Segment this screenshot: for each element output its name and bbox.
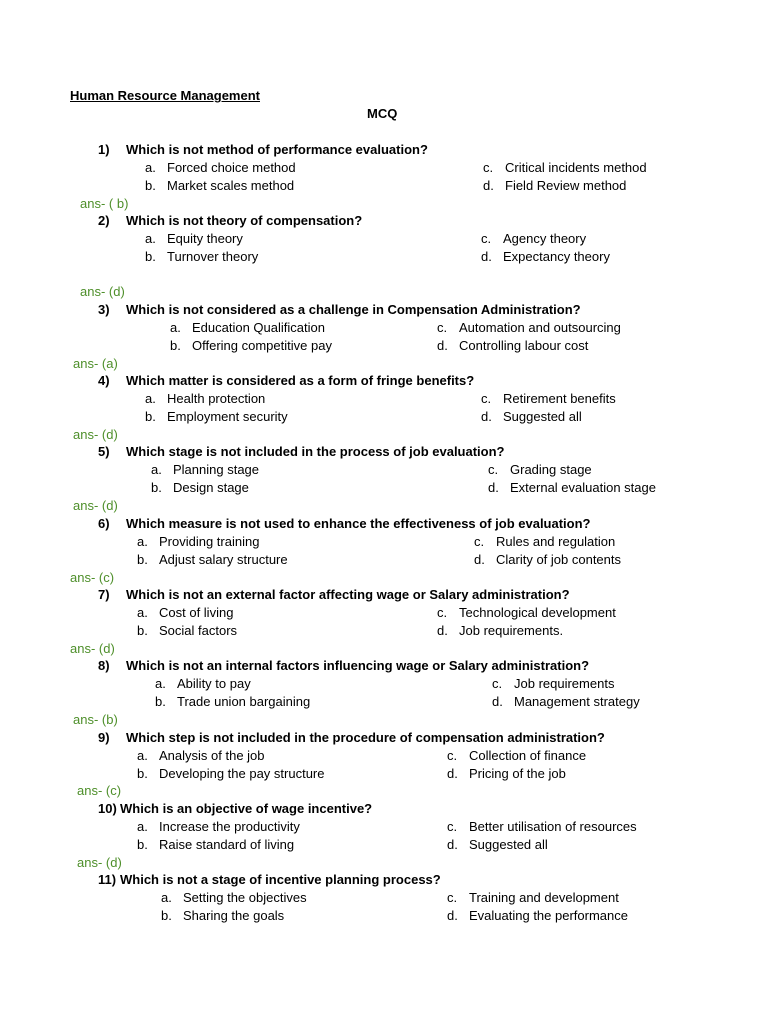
question-text: Which stage is not included in the process of job evaluation?	[126, 444, 505, 459]
question-text: Which matter is considered as a form of fringe benefits?	[126, 373, 475, 388]
question-11	[98, 872, 441, 887]
option-4-d	[481, 409, 582, 424]
option-letter: b.	[161, 908, 172, 923]
option-9-a	[137, 748, 265, 763]
option-text: Grading stage	[510, 462, 592, 477]
question-text: Which is not an external factor affecting wage or Salary administration?	[126, 587, 570, 602]
option-letter: c.	[481, 391, 492, 406]
option-text: Better utilisation of resources	[469, 819, 637, 834]
option-text: Trade union bargaining	[177, 694, 311, 709]
option-text: Job requirements	[514, 676, 615, 691]
question-text: Which is not theory of compensation?	[126, 213, 363, 228]
option-text: Adjust salary structure	[159, 552, 288, 567]
option-4-a	[145, 391, 265, 406]
option-10-a	[137, 819, 300, 834]
question-number: 9)	[98, 730, 110, 745]
answer-3: ans- (a)	[73, 356, 118, 371]
question-number: 10)	[98, 801, 117, 816]
option-letter: b.	[145, 178, 156, 193]
option-letter: a.	[145, 160, 156, 175]
option-1-d	[483, 178, 626, 193]
option-letter: c.	[483, 160, 494, 175]
option-8-a	[155, 676, 251, 691]
option-letter: d.	[474, 552, 485, 567]
option-letter: d.	[447, 908, 458, 923]
option-3-c	[437, 320, 621, 335]
option-text: Field Review method	[505, 178, 627, 193]
option-11-a	[161, 890, 307, 905]
option-letter: d.	[492, 694, 503, 709]
option-6-b	[137, 552, 288, 567]
option-1-a	[145, 160, 296, 175]
option-4-c	[481, 391, 616, 406]
option-text: Clarity of job contents	[496, 552, 622, 567]
question-number: 4)	[98, 373, 110, 388]
option-1-b	[145, 178, 294, 193]
option-letter: b.	[137, 623, 148, 638]
question-7	[98, 587, 570, 602]
option-text: Design stage	[173, 480, 249, 495]
answer-2: ans- (d)	[80, 284, 125, 299]
option-text: Suggested all	[469, 837, 548, 852]
option-4-b	[145, 409, 288, 424]
option-2-a	[145, 231, 243, 246]
option-text: Setting the objectives	[183, 890, 307, 905]
option-text: Cost of living	[159, 605, 234, 620]
question-number: 7)	[98, 587, 110, 602]
option-text: Retirement benefits	[503, 391, 616, 406]
option-5-c	[488, 462, 592, 477]
option-text: Ability to pay	[177, 676, 251, 691]
question-text: Which is an objective of wage incentive?	[120, 801, 373, 816]
option-text: Training and development	[469, 890, 619, 905]
option-text: Collection of finance	[469, 748, 587, 763]
option-letter: b.	[170, 338, 181, 353]
option-text: Raise standard of living	[159, 837, 295, 852]
option-11-b	[161, 908, 284, 923]
question-2	[98, 213, 362, 228]
option-text: Controlling labour cost	[459, 338, 589, 353]
option-letter: c.	[488, 462, 499, 477]
option-text: Market scales method	[167, 178, 295, 193]
question-number: 1)	[98, 142, 110, 157]
option-text: Suggested all	[503, 409, 582, 424]
option-7-a	[137, 605, 233, 620]
option-text: Developing the pay structure	[159, 766, 325, 781]
option-letter: d.	[488, 480, 499, 495]
option-letter: a.	[137, 819, 148, 834]
option-9-b	[137, 766, 324, 781]
option-text: Offering competitive pay	[192, 338, 332, 353]
option-text: Sharing the goals	[183, 908, 285, 923]
option-letter: b.	[151, 480, 162, 495]
question-10	[98, 801, 372, 816]
option-text: Social factors	[159, 623, 238, 638]
question-text: Which is not method of performance evaluation?	[126, 142, 428, 157]
question-number: 11)	[98, 872, 117, 887]
option-letter: b.	[137, 552, 148, 567]
option-letter: c.	[447, 819, 458, 834]
option-2-b	[145, 249, 258, 264]
option-letter: a.	[161, 890, 172, 905]
option-10-d	[447, 837, 548, 852]
option-3-d	[437, 338, 588, 353]
option-letter: c.	[474, 534, 485, 549]
option-text: Providing training	[159, 534, 260, 549]
option-2-c	[481, 231, 586, 246]
option-letter: c.	[447, 748, 458, 763]
option-2-d	[481, 249, 610, 264]
question-text: Which is not a stage of incentive planning process?	[120, 872, 441, 887]
option-text: Technological development	[459, 605, 616, 620]
option-5-a	[151, 462, 259, 477]
option-6-c	[474, 534, 615, 549]
option-letter: d.	[437, 338, 448, 353]
option-letter: a.	[155, 676, 166, 691]
document-title: Human Resource Management	[70, 88, 260, 103]
answer-1: ans- ( b)	[80, 196, 129, 211]
answer-5: ans- (d)	[73, 498, 118, 513]
option-letter: d.	[483, 178, 494, 193]
option-text: Health protection	[167, 391, 266, 406]
question-3	[98, 302, 581, 317]
option-text: Expectancy theory	[503, 249, 610, 264]
option-text: Planning stage	[173, 462, 260, 477]
option-text: Turnover theory	[167, 249, 259, 264]
question-number: 3)	[98, 302, 110, 317]
option-letter: a.	[145, 391, 156, 406]
option-letter: a.	[170, 320, 181, 335]
option-5-d	[488, 480, 656, 495]
option-9-c	[447, 748, 586, 763]
option-text: Employment security	[167, 409, 288, 424]
option-text: Agency theory	[503, 231, 587, 246]
option-8-c	[492, 676, 614, 691]
option-text: Education Qualification	[192, 320, 325, 335]
question-number: 2)	[98, 213, 110, 228]
question-4	[98, 373, 474, 388]
question-5	[98, 444, 505, 459]
option-3-b	[170, 338, 332, 353]
option-letter: b.	[145, 249, 156, 264]
option-7-d	[437, 623, 563, 638]
option-7-b	[137, 623, 237, 638]
option-text: Critical incidents method	[505, 160, 647, 175]
option-6-a	[137, 534, 259, 549]
option-10-b	[137, 837, 294, 852]
question-6	[98, 516, 591, 531]
option-letter: b.	[145, 409, 156, 424]
option-text: Rules and regulation	[496, 534, 616, 549]
question-8	[98, 658, 589, 673]
option-letter: d.	[481, 409, 492, 424]
answer-9: ans- (c)	[77, 783, 122, 798]
option-text: Equity theory	[167, 231, 243, 246]
option-text: Management strategy	[514, 694, 640, 709]
answer-4: ans- (d)	[73, 427, 118, 442]
option-text: Forced choice method	[167, 160, 296, 175]
question-number: 5)	[98, 444, 110, 459]
question-text: Which is not considered as a challenge in Compensation Administration?	[126, 302, 581, 317]
answer-8: ans- (b)	[73, 712, 118, 727]
option-text: Increase the productivity	[159, 819, 300, 834]
question-text: Which step is not included in the procedure of compensation administration?	[126, 730, 605, 745]
option-text: External evaluation stage	[510, 480, 656, 495]
question-number: 8)	[98, 658, 110, 673]
answer-6: ans- (c)	[70, 570, 115, 585]
option-3-a	[170, 320, 325, 335]
question-text: Which measure is not used to enhance the effectiveness of job evaluation?	[126, 516, 591, 531]
option-letter: d.	[481, 249, 492, 264]
question-number: 6)	[98, 516, 110, 531]
answer-7: ans- (d)	[70, 641, 115, 656]
question-1	[98, 142, 428, 157]
option-letter: b.	[137, 766, 148, 781]
option-letter: c.	[447, 890, 458, 905]
option-11-d	[447, 908, 628, 923]
option-letter: c.	[437, 605, 448, 620]
option-text: Automation and outsourcing	[459, 320, 621, 335]
option-letter: a.	[137, 748, 148, 763]
answer-10: ans- (d)	[77, 855, 122, 870]
option-letter: a.	[145, 231, 156, 246]
option-letter: b.	[155, 694, 166, 709]
option-1-c	[483, 160, 647, 175]
option-text: Pricing of the job	[469, 766, 566, 781]
option-8-b	[155, 694, 310, 709]
question-9	[98, 730, 605, 745]
option-7-c	[437, 605, 616, 620]
option-letter: d.	[447, 766, 458, 781]
option-letter: c.	[437, 320, 448, 335]
option-letter: a.	[137, 605, 148, 620]
option-letter: d.	[437, 623, 448, 638]
option-letter: b.	[137, 837, 148, 852]
option-9-d	[447, 766, 566, 781]
document-subtitle: MCQ	[367, 106, 398, 121]
option-text: Analysis of the job	[159, 748, 265, 763]
option-letter: d.	[447, 837, 458, 852]
option-5-b	[151, 480, 249, 495]
option-letter: a.	[137, 534, 148, 549]
option-11-c	[447, 890, 619, 905]
option-10-c	[447, 819, 637, 834]
option-6-d	[474, 552, 621, 567]
question-text: Which is not an internal factors influencing wage or Salary administration?	[126, 658, 590, 673]
option-text: Job requirements.	[459, 623, 564, 638]
option-letter: a.	[151, 462, 162, 477]
option-text: Evaluating the performance	[469, 908, 628, 923]
option-letter: c.	[492, 676, 503, 691]
option-8-d	[492, 694, 640, 709]
option-letter: c.	[481, 231, 492, 246]
